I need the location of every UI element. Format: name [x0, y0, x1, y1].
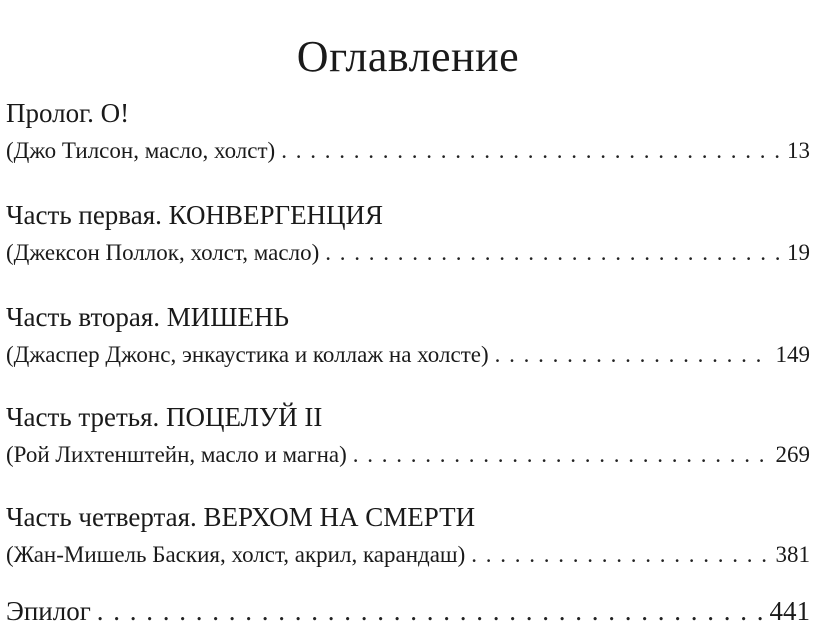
- toc-entry-subtitle-row: [6, 440, 810, 470]
- toc-entry-title: Пролог. O!: [6, 98, 130, 128]
- dot-leader: [471, 540, 767, 570]
- toc-entry-title: Часть первая. КОНВЕРГЕНЦИЯ: [6, 200, 384, 230]
- toc-page-number: 149: [775, 342, 810, 367]
- toc-entry-title: Часть третья. ПОЦЕЛУЙ II: [6, 402, 323, 432]
- toc-page-number: 19: [787, 240, 810, 265]
- toc-page-number: 381: [775, 542, 810, 567]
- toc-page-number: 269: [775, 442, 810, 467]
- dot-leader: [281, 136, 779, 166]
- toc-entry-subtitle: (Джо Тилсон, масло, холст): [6, 138, 276, 163]
- toc-page-number: 441: [769, 596, 810, 626]
- toc-entry-subtitle-row: [6, 238, 810, 268]
- toc-entry-subtitle-row: [6, 136, 810, 166]
- toc-entry-subtitle-row: [6, 340, 810, 370]
- dot-leader: [97, 594, 762, 628]
- toc-heading: Оглавление: [296, 32, 520, 82]
- toc-entry-title: Часть четвертая. ВЕРХОМ НА СМЕРТИ: [6, 502, 476, 532]
- toc-page-number: 13: [787, 138, 810, 163]
- toc-entry-title: Часть вторая. МИШЕНЬ: [6, 302, 290, 332]
- toc-epilogue-row: [6, 594, 810, 628]
- dot-leader: [495, 340, 768, 370]
- toc-entry-subtitle: (Джексон Поллок, холст, масло): [6, 240, 320, 265]
- dot-leader: [353, 440, 768, 470]
- toc-entry-subtitle: (Джаспер Джонс, энкаустика и коллаж на холсте): [6, 342, 489, 367]
- dot-leader: [325, 238, 779, 268]
- toc-entry-subtitle: (Рой Лихтенштейн, масло и магна): [6, 442, 347, 467]
- toc-epilogue-title: Эпилог: [6, 596, 91, 626]
- toc-entry-subtitle: (Жан-Мишель Баския, холст, акрил, карандаш): [6, 542, 466, 567]
- toc-entry-subtitle-row: [6, 540, 810, 570]
